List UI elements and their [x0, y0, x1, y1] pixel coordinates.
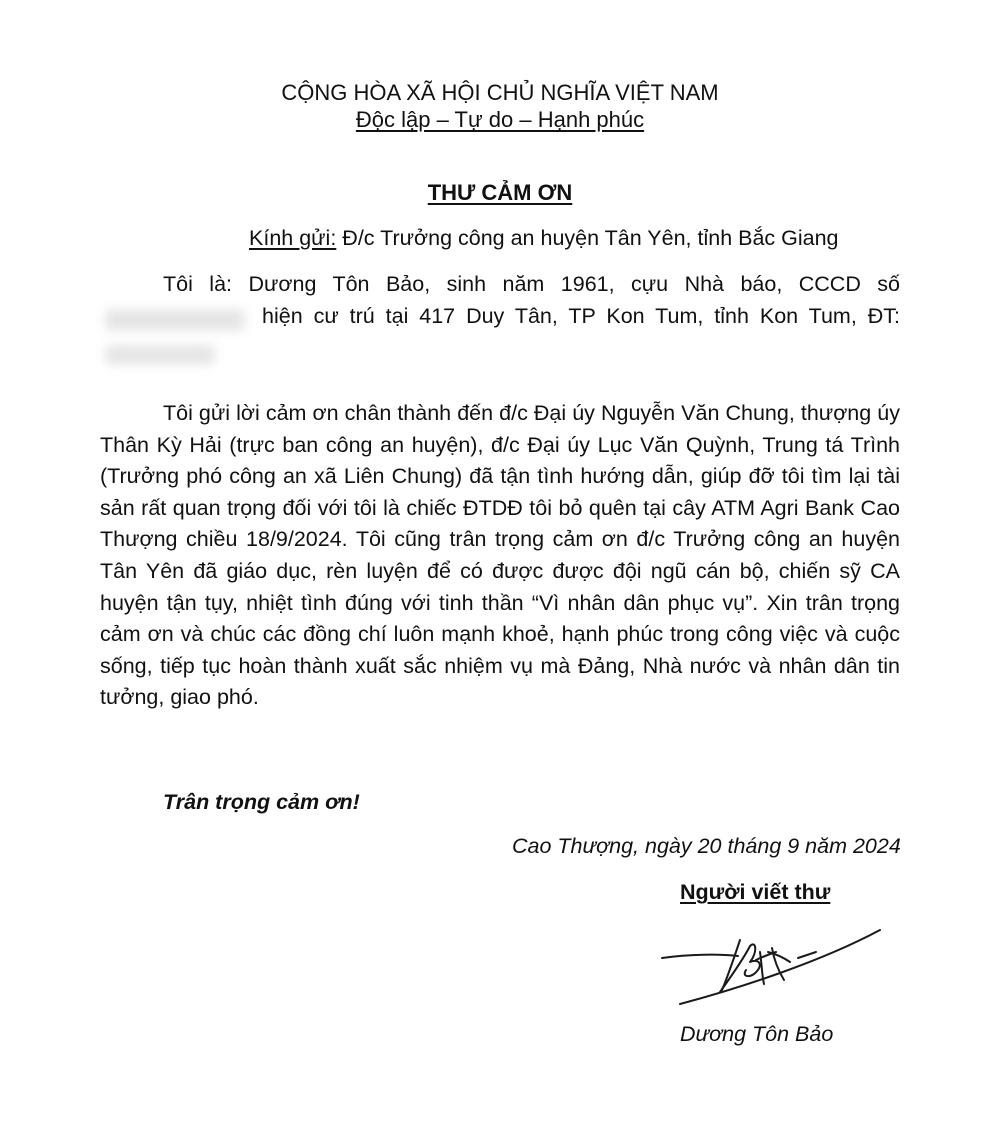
- signer-role-text: Người viết thư: [680, 880, 831, 904]
- motto-text: Độc lập – Tự do – Hạnh phúc: [355, 107, 645, 132]
- redacted-id-number: [105, 309, 245, 331]
- nation-heading: CỘNG HÒA XÃ HỘI CHỦ NGHĨA VIỆT NAM: [281, 80, 719, 105]
- motto-heading: [0, 107, 1000, 133]
- recipient-label: Kính gửi:: [249, 226, 337, 250]
- intro-line-2: hiện cư trú tại 417 Duy Tân, TP Kon Tum, tỉnh Kon Tum, ĐT:: [262, 304, 900, 328]
- recipient-line: [249, 226, 839, 251]
- intro-line-1: Tôi là: Dương Tôn Bảo, sinh năm 1961, cựu Nhà báo, CCCD số: [163, 272, 900, 296]
- letter-title: [0, 180, 1000, 206]
- body-paragraph: Tôi gửi lời cảm ơn chân thành đến đ/c Đại úy Nguyễn Văn Chung, thượng úy Thân Kỳ Hải (trực ban công an huyện), đ/c Đại úy Lục Văn Quỳnh, Trung tá Trình (Trưởng phó công an xã Liên Chung) đã tận tình hướng dẫn, giúp đỡ tôi tìm lại tài sản rất quan trọng đối với tôi là chiếc ĐTDĐ tôi bỏ quên tại cây ATM Agri Bank Cao Thượng chiều 18/9/2024. Tôi cũng trân trọng cảm ơn đ/c Trưởng công an huyện Tân Yên đã giáo dục, rèn luyện để có được được đội ngũ cán bộ, chiến sỹ CA huyện tận tụy, nhiệt tình đúng với tinh thần “Vì nhân dân phục vụ”. Xin trân trọng cảm ơn và chúc các đồng chí luôn mạnh khoẻ, hạnh phúc trong công việc và cuộc sống, tiếp tục hoàn thành xuất sắc nhiệm vụ mà Đảng, Nhà nước và nhân dân tin tưởng, giao phó.: [100, 401, 900, 710]
- place-date: Cao Thượng, ngày 20 tháng 9 năm 2024: [512, 834, 901, 858]
- redacted-phone-number: [105, 345, 215, 365]
- letter-title-text: THƯ CẢM ƠN: [427, 180, 573, 205]
- closing-text: Trân trọng cảm ơn!: [163, 790, 360, 814]
- signer-role: [680, 880, 830, 905]
- recipient-value: Đ/c Trưởng công an huyện Tân Yên, tỉnh Bắc Giang: [342, 226, 839, 250]
- handwritten-signature: [650, 918, 900, 1028]
- signer-name: Dương Tôn Bảo: [680, 1022, 834, 1046]
